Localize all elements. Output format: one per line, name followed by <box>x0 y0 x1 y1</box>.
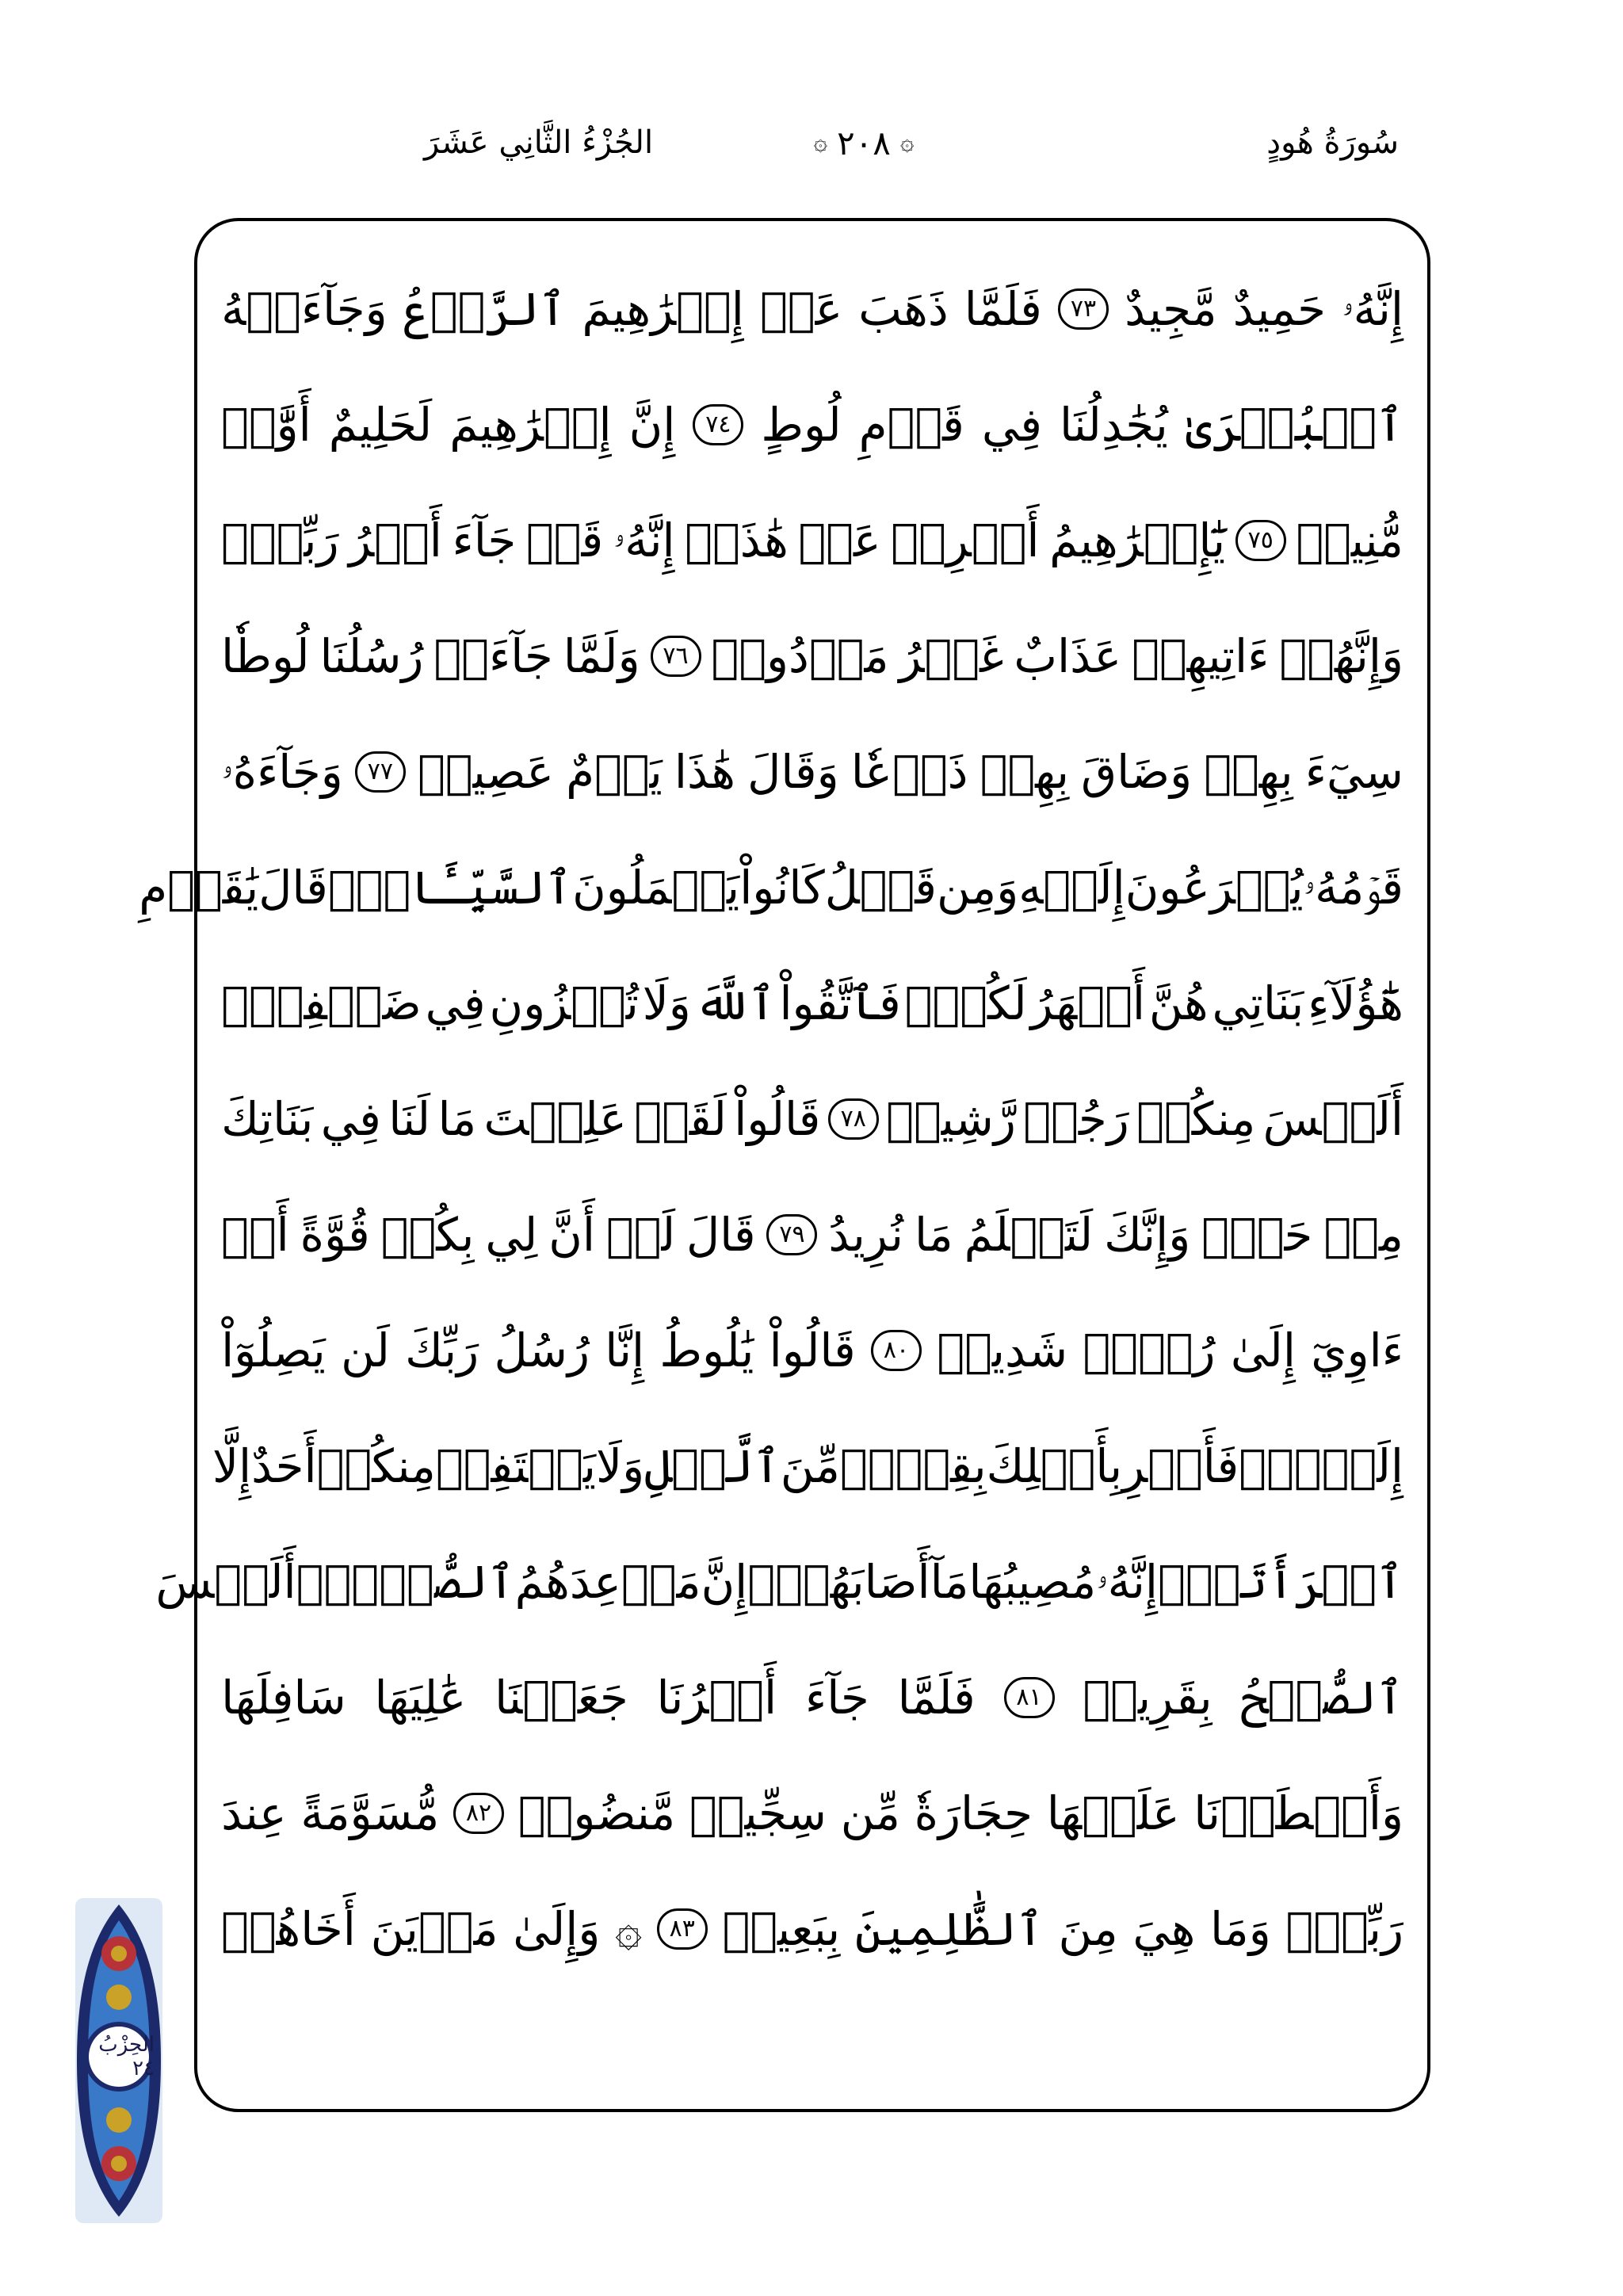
verse-word: أَعۡرِضۡ <box>891 514 1040 567</box>
verse-word: يُهۡرَعُونَ <box>1125 861 1304 915</box>
verse-word: رَبِّكَۖ <box>1285 1902 1403 1956</box>
verse-word: عَذَابٌ <box>1014 629 1122 683</box>
verse-word: جَآءَ <box>804 1671 869 1725</box>
verse-word: ٱللَّهَ <box>694 976 776 1030</box>
verse-word: جَآءَتۡ <box>433 629 553 683</box>
verse-word: فِي <box>981 398 1042 452</box>
verse-word: أَطۡهَرُ <box>1030 976 1145 1030</box>
verse-word: رَبِّكَ <box>405 1324 479 1377</box>
verse-word: مَّنضُودٖ <box>517 1786 676 1840</box>
verse-word: رُسُلُ <box>494 1324 590 1377</box>
verse-word: أَوَّٰهٞ <box>221 398 311 452</box>
verse-word: يَٰقَوۡمِ <box>139 861 259 915</box>
rub-el-hizb-icon: ۞ <box>615 1902 643 1956</box>
page-header <box>194 111 1430 174</box>
verse-word: هَٰذَا <box>674 745 736 799</box>
verse-line <box>221 483 1403 598</box>
verse-word: إِبۡرَٰهِيمَ <box>582 282 744 336</box>
verse-word: ٱمۡرَأَتَكَۖ <box>1158 1555 1403 1609</box>
verse-word: وَمِن <box>936 861 1019 915</box>
verse-word: كَانُواْ <box>739 861 825 915</box>
verse-word: لَنَا <box>388 1092 431 1146</box>
verse-word: لَوۡ <box>605 1208 676 1262</box>
verse-word: وَقَالَ <box>747 745 839 799</box>
verse-word: أَنَّ <box>548 1208 595 1262</box>
hizb-label: الحِزْبُ ٢٤ <box>98 2033 155 2080</box>
ornament-top2-shape <box>111 1946 127 1962</box>
verse-word: يَٰلُوطُ <box>659 1324 754 1377</box>
verse-word: مَدۡيَنَ <box>370 1902 498 1956</box>
verse-word: وَإِنَّكَ <box>1104 1208 1191 1262</box>
verse-word: رُسُلُنَا <box>319 629 424 683</box>
verse-word: عَلِمۡتَ <box>483 1092 627 1146</box>
verse-word: مَا <box>437 1092 477 1146</box>
verse-word: بِبَعِيدٖ <box>722 1902 841 1956</box>
verse-line <box>221 1871 1403 1987</box>
verse-word: إِلَيۡهِ <box>1018 861 1125 915</box>
verse-word: عَنۡ <box>759 282 843 336</box>
verse-word: أَخَاهُمۡ <box>221 1902 356 1956</box>
verse-word: لُوطٍ <box>761 398 842 452</box>
verse-word: أَلَيۡسَ <box>1262 1092 1403 1146</box>
verse-word: هَٰذَآۖ <box>685 514 789 567</box>
hizb-marker <box>67 1898 170 2223</box>
verse-word: قَالُواْ <box>769 1324 856 1377</box>
verse-word: وَلَا <box>642 976 691 1030</box>
verse-word: يَصِلُوٓاْ <box>221 1324 326 1377</box>
verse-line <box>221 1177 1403 1293</box>
ornament-mid-bot-shape <box>106 2107 132 2133</box>
verse-word: مُّسَوَّمَةً <box>300 1786 440 1840</box>
verse-word: حِجَارَةٗ <box>914 1786 1033 1840</box>
verse-word: يَوۡمٌ <box>566 745 663 799</box>
verse-word: لَن <box>341 1324 390 1377</box>
ayah-number-marker: ٨٣ <box>657 1908 708 1950</box>
verse-word: جَآءَ <box>452 514 517 567</box>
ayah-number-marker: ٧٧ <box>355 751 406 793</box>
verse-word: أَحَدٌ <box>251 1439 317 1493</box>
verse-word: بَنَاتِي <box>1212 976 1304 1030</box>
verse-word: فَٱتَّقُواْ <box>779 976 901 1030</box>
verse-word: ٱلظَّٰلِمِينَ <box>854 1902 1044 1956</box>
verse-word: سَافِلَهَا <box>221 1671 346 1725</box>
verse-word: قَالَ <box>258 861 328 915</box>
verse-word: وَإِلَىٰ <box>513 1902 601 1956</box>
ayah-number-marker: ٨٢ <box>453 1793 504 1834</box>
verse-word: إِبۡرَٰهِيمَ <box>449 398 612 452</box>
ornament-mid-top-shape <box>106 1985 132 2010</box>
verse-line <box>221 1640 1403 1755</box>
verse-word: مَا <box>914 1208 953 1262</box>
verse-word: وَجَآءَهُۥ <box>221 744 343 799</box>
verse-word: عَنۡ <box>798 514 881 567</box>
verse-word: إِنَّا <box>605 1324 645 1377</box>
verse-word: عَلَيۡهَا <box>1046 1786 1180 1840</box>
verse-word: ٱلصُّبۡحُۚ <box>296 1555 515 1609</box>
verse-word: وَأَمۡطَرۡنَا <box>1193 1786 1403 1840</box>
verse-word: وَلَا <box>596 1439 645 1493</box>
verse-word: بِأَهۡلِكَ <box>986 1439 1123 1493</box>
verse-word: قَالَ <box>686 1208 756 1262</box>
verse-word: حَمِيدٌ <box>1232 282 1327 336</box>
verse-word: لَحَلِيمٌ <box>328 398 433 452</box>
ayah-number-marker: ٧٥ <box>1235 520 1286 561</box>
page-number-group <box>789 111 939 174</box>
text-frame <box>139 218 1430 2112</box>
verse-word: يَلۡتَفِتۡ <box>435 1439 597 1493</box>
verse-word: ذَرۡعٗا <box>850 745 968 799</box>
verse-word: رَبِّكَۖ <box>221 514 339 567</box>
verse-line <box>212 1408 1403 1524</box>
verse-word: ٱلسَّيِّـَٔاتِۚ <box>327 861 573 915</box>
verse-word: فَلَمَّا <box>964 282 1042 336</box>
verse-word: قَوۡمِ <box>858 398 964 452</box>
verse-word: يَعۡمَلُونَ <box>572 861 740 915</box>
verse-word: ٱلصُّبۡحُ <box>1240 1671 1403 1725</box>
verse-line <box>221 1755 1403 1871</box>
verse-word: قُوَّةً <box>300 1208 370 1262</box>
ayah-number-marker: ٧٦ <box>651 636 701 677</box>
verse-word: أَصَابَهُمۡۚ <box>747 1555 930 1609</box>
verse-word: ٱلَّيۡلِ <box>644 1439 781 1493</box>
verse-word: مِنۡ <box>1323 1208 1403 1262</box>
verse-word: ٱلۡبُشۡرَىٰ <box>1185 398 1403 452</box>
verse-word: غَيۡرُ <box>899 629 1004 683</box>
verse-word: ضَيۡفِيٓۖ <box>221 976 422 1030</box>
verse-word: لُوطٗا <box>221 629 310 683</box>
verse-word: إِلَيۡكَۖ <box>1239 1439 1403 1493</box>
verse-word: أَلَيۡسَ <box>155 1555 296 1609</box>
verse-word: لِي <box>485 1208 538 1262</box>
verse-word: فِي <box>320 1092 381 1146</box>
verse-line <box>221 598 1403 714</box>
verse-word: إِنَّ <box>628 398 676 452</box>
verse-word: يَٰٓإِبۡرَٰهِيمُ <box>1049 514 1226 567</box>
verse-line <box>139 830 1403 946</box>
verse-word: مِّنَ <box>780 1439 840 1493</box>
verse-word: مَآ <box>930 1555 969 1609</box>
verse-word: شَدِيدٖ <box>937 1324 1068 1377</box>
verse-word: عِندَ <box>221 1786 287 1840</box>
verse-word: ذَهَبَ <box>858 282 949 336</box>
verse-word: حَقّٖ <box>1201 1208 1313 1262</box>
juz-name: الجُزْءُ الثَّانِي عَشَرَ <box>424 124 654 161</box>
verse-lines <box>139 251 1403 1987</box>
surah-name: سُورَةُ هُودٍ <box>1266 124 1399 161</box>
verse-word: لَتَعۡلَمُ <box>964 1208 1094 1262</box>
verse-word: رُكۡنٖ <box>1083 1324 1216 1377</box>
verse-word: مِّن <box>840 1786 900 1840</box>
verse-word: نُرِيدُ <box>828 1208 904 1262</box>
ornament-bot2-shape <box>111 2156 127 2172</box>
verse-word: وَلَمَّا <box>563 629 640 683</box>
verse-word: مَوۡعِدَهُمُ <box>514 1555 701 1609</box>
verse-word: أَمۡرُ <box>349 514 442 567</box>
verse-word: قَوۡمُهُۥ <box>1303 860 1403 915</box>
verse-word: وَمَا <box>1209 1902 1271 1956</box>
ayah-number-marker: ٨١ <box>1004 1677 1055 1718</box>
verse-word: رَّشِيدٞ <box>886 1092 1016 1146</box>
verse-word: لَقَدۡ <box>634 1092 727 1146</box>
ayah-number-marker: ٨٠ <box>871 1330 922 1371</box>
verse-word: مِنكُمۡ <box>316 1439 436 1493</box>
verse-word: مِنكُمۡ <box>1136 1092 1256 1146</box>
verse-word: وَجَآءَتۡهُ <box>221 282 388 336</box>
verse-word: ءَاوِيٓ <box>1311 1324 1403 1377</box>
verse-word: سِيٓءَ <box>1304 745 1403 799</box>
page-ornament-left: ۞ <box>813 128 828 156</box>
verse-word: فَأَسۡرِ <box>1122 1439 1239 1493</box>
verse-word: أَمۡرُنَا <box>656 1671 777 1725</box>
verse-word: مَرۡدُودٖ <box>711 629 889 683</box>
verse-word: رَجُلٞ <box>1023 1092 1129 1146</box>
verse-word: سِجِّيلٖ <box>689 1786 827 1840</box>
verse-word: مُصِيبُهَا <box>968 1555 1097 1609</box>
page-ornament-right: ۞ <box>899 128 915 156</box>
verse-word: إِنَّهُۥ <box>1342 281 1403 336</box>
verse-word: مُّنِيبٞ <box>1296 514 1403 567</box>
verse-word: فَلَمَّا <box>897 1671 976 1725</box>
verse-line <box>221 367 1403 483</box>
verse-word: إِنَّ <box>701 1555 748 1609</box>
verse-word: هُنَّ <box>1148 976 1209 1030</box>
verse-word: أَوۡ <box>221 1208 289 1262</box>
verse-word: عَصِيبٞ <box>417 745 554 799</box>
verse-word: هِيَ <box>1132 1902 1196 1956</box>
verse-word: بِهِمۡ <box>980 745 1070 799</box>
verse-line <box>221 1293 1403 1408</box>
verse-word: قَدۡ <box>525 514 604 567</box>
verse-word: قَبۡلُ <box>824 861 937 915</box>
ayah-number-marker: ٧٩ <box>766 1214 817 1255</box>
verse-word: مِنَ <box>1058 1902 1118 1956</box>
ayah-number-marker: ٧٣ <box>1058 288 1109 330</box>
verse-line <box>221 1061 1403 1177</box>
verse-word: ٱلرَّوۡعُ <box>403 282 567 336</box>
verse-word: جَعَلۡنَا <box>495 1671 628 1725</box>
verse-word: إِنَّهُۥ <box>1096 1554 1159 1609</box>
verse-line <box>221 714 1403 830</box>
verse-word: إِنَّهُۥ <box>613 513 675 567</box>
verse-line <box>221 251 1403 367</box>
verse-word: إِلَّا <box>212 1439 252 1493</box>
verse-line <box>221 946 1403 1061</box>
verse-word: لَكُمۡۖ <box>904 976 1027 1030</box>
verse-word: مَّجِيدٌ <box>1125 282 1217 336</box>
verse-word: بِقَرِيبٖ <box>1083 1671 1212 1725</box>
verse-word: وَإِنَّهُمۡ <box>1279 629 1403 683</box>
verse-word: يُجَٰدِلُنَا <box>1059 398 1168 452</box>
verse-word: وَضَاقَ <box>1081 745 1193 799</box>
verse-word: هَٰٓؤُلَآءِ <box>1308 976 1403 1030</box>
verse-word: بَنَاتِكَ <box>221 1092 314 1146</box>
page-number: ٢٠٨ <box>837 123 891 162</box>
verse-word: تُخۡزُونِ <box>489 976 639 1030</box>
verse-word: فِي <box>425 976 486 1030</box>
verse-word: بِقِطۡعٖ <box>839 1439 987 1493</box>
verse-line <box>155 1524 1403 1640</box>
ayah-number-marker: ٧٤ <box>693 404 743 445</box>
verse-word: ءَاتِيهِمۡ <box>1132 629 1270 683</box>
verse-word: عَٰلِيَهَا <box>374 1671 467 1725</box>
verse-word: بِكُمۡ <box>380 1208 475 1262</box>
verse-word: بِهِمۡ <box>1204 745 1293 799</box>
verse-word: قَالُواْ <box>734 1092 821 1146</box>
ayah-number-marker: ٧٨ <box>828 1098 879 1140</box>
verse-word: إِلَىٰ <box>1230 1324 1296 1377</box>
